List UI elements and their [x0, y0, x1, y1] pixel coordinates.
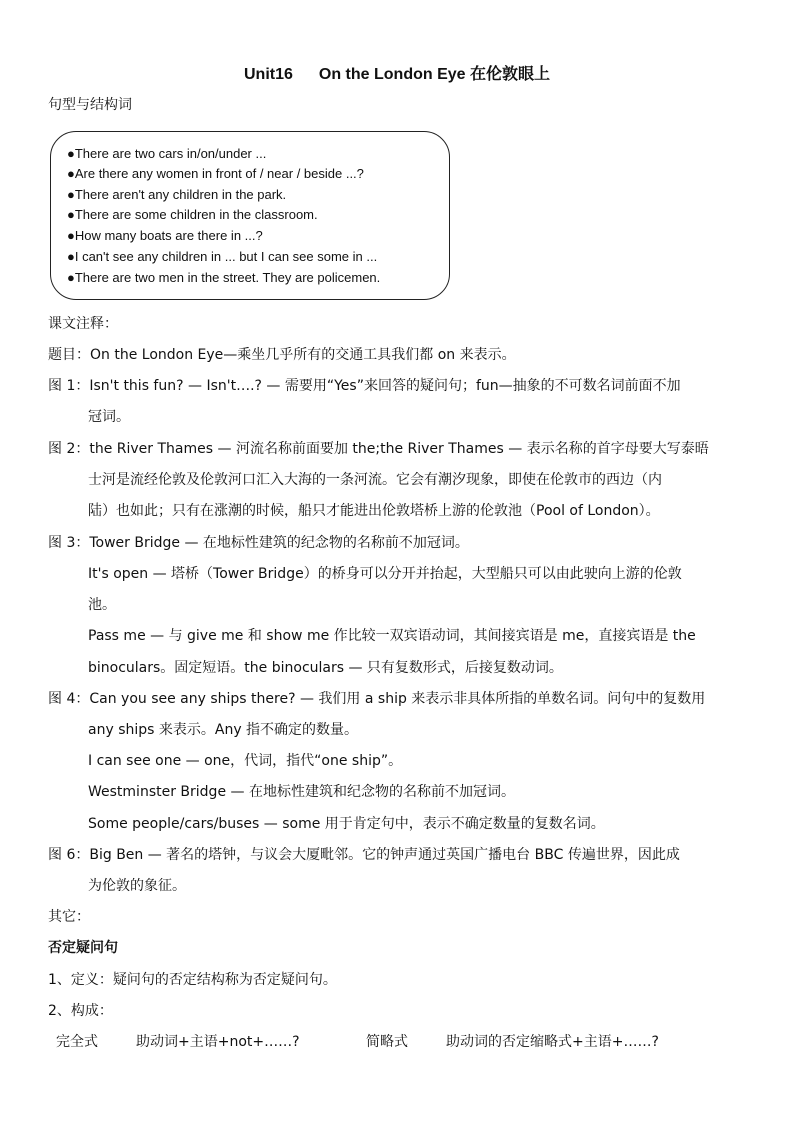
pattern-item: ●There are some children in the classroom. — [67, 207, 318, 222]
note-line: Westminster Bridge — 在地标性建筑和纪念物的名称前不加冠词。 — [88, 784, 515, 800]
full-form-label: 完全式 — [56, 1034, 98, 1050]
page-title — [0, 61, 794, 84]
sentence-patterns-box — [50, 131, 450, 300]
pattern-item: ●There aren't any children in the park. — [67, 187, 287, 202]
note-line: 图 2：the River Thames — 河流名称前面要加 the;the River Thames — 表示名称的首字母要大写泰晤 — [48, 441, 709, 457]
note-line: I can see one — one，代词，指代“one ship”。 — [88, 753, 403, 769]
note-line: 陆）也如此；只有在涨潮的时候，船只才能进出伦敦塔桥上游的伦敦池（Pool of London）。 — [88, 503, 660, 519]
note-line: It's open — 塔桥（Tower Bridge）的桥身可以分开并抬起，大型船只可以由此驶向上游的伦敦 — [88, 566, 682, 582]
pattern-item: ●I can't see any children in ... but I can see some in ... — [67, 249, 378, 264]
unit-title: On the London Eye 在伦敦眼上 — [318, 66, 551, 83]
notes-heading: 课文注释： — [48, 316, 118, 332]
note-line: any ships 来表示。Any 指不确定的数量。 — [88, 722, 359, 738]
note-line: 冠词。 — [88, 409, 130, 425]
note-line: 图 1：Isn't this fun? — Isn't….? — 需要用“Yes”来回答的疑问句；fun—抽象的不可数名词前面不加 — [48, 378, 681, 394]
pattern-item: ●Are there any women in front of / near / beside ...? — [67, 166, 364, 181]
pattern-item: ●How many boats are there in ...? — [67, 228, 263, 243]
pattern-item: ●There are two cars in/on/under ... — [67, 146, 267, 161]
note-line: 为伦敦的象征。 — [88, 878, 186, 894]
note-line: 池。 — [88, 597, 116, 613]
section-heading: 句型与结构词 — [48, 97, 132, 113]
unit-number: Unit16 — [243, 66, 293, 83]
short-form-formula: 助动词的否定缩略式+主语+……? — [446, 1034, 659, 1050]
note-line: 图 3：Tower Bridge — 在地标性建筑的纪念物的名称前不加冠词。 — [48, 535, 469, 551]
note-line: 图 4：Can you see any ships there? — 我们用 a ship 来表示非具体所指的单数名词。问句中的复数用 — [48, 691, 706, 707]
full-form-formula: 助动词+主语+not+……? — [136, 1034, 300, 1050]
note-line: Pass me — 与 give me 和 show me 作比较一双宾语动词，其间接宾语是 me，直接宾语是 the — [88, 628, 696, 644]
other-heading: 其它： — [48, 909, 90, 925]
note-line: Some people/cars/buses — some 用于肯定句中，表示不确定数量的复数名词。 — [88, 816, 605, 832]
pattern-item: ●There are two men in the street. They are policemen. — [67, 270, 381, 285]
short-form-label: 简略式 — [366, 1034, 408, 1050]
note-line: 题目：On the London Eye—乘坐几乎所有的交通工具我们都 on 来表示。 — [48, 347, 516, 363]
note-line: 士河是流经伦敦及伦敦河口汇入大海的一条河流。它会有潮汐现象，即使在伦敦市的西边（内 — [88, 472, 662, 488]
note-line: 图 6：Big Ben — 著名的塔钟，与议会大厦毗邻。它的钟声通过英国广播电台 BBC 传遍世界，因此成 — [48, 847, 680, 863]
topic-heading: 否定疑问句 — [48, 940, 118, 956]
note-line: binoculars。固定短语。the binoculars — 只有复数形式，后接复数动词。 — [88, 660, 563, 676]
definition-line: 1、定义：疑问句的否定结构称为否定疑问句。 — [48, 972, 337, 988]
structure-heading: 2、构成： — [48, 1003, 113, 1019]
